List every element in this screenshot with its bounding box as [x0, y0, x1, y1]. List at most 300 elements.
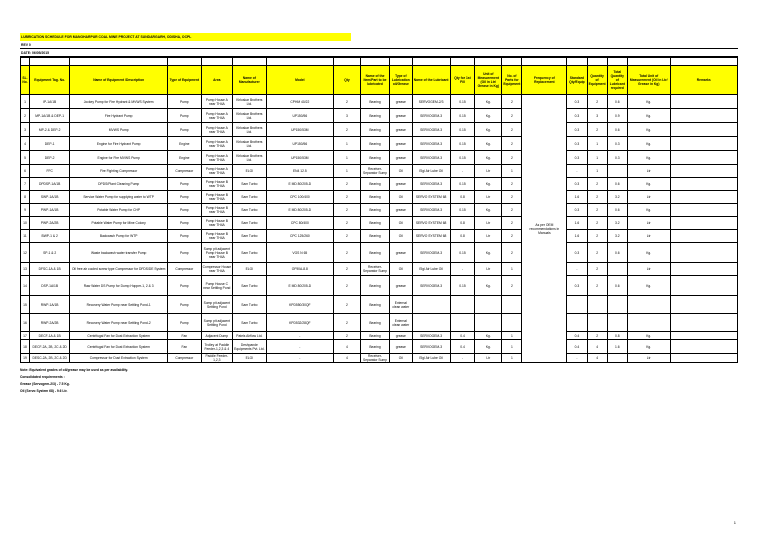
- remarks-cell: [670, 314, 737, 332]
- eq-qty-cell: 4: [587, 354, 607, 363]
- sl-cell: 19: [21, 354, 30, 363]
- table-row: [21, 263, 738, 276]
- lubricant-cell: SERVOGEM-3: [412, 123, 450, 137]
- manufacturer-cell: Sam Turbo: [233, 243, 267, 263]
- sl-cell: 11: [21, 230, 30, 243]
- sl-cell: 6: [21, 165, 30, 178]
- type-cell: Compressor: [167, 354, 201, 363]
- table-body: [21, 95, 738, 363]
- total-cell: 0.6: [607, 178, 627, 191]
- col-type: Type of Equipment: [167, 66, 201, 95]
- remarks-cell: [670, 204, 737, 217]
- total-uom-cell: Kg.: [627, 276, 670, 296]
- eq-qty-cell: 2: [587, 243, 607, 263]
- uom-cell: Kg.: [475, 276, 502, 296]
- std-qty-cell: [567, 296, 587, 314]
- sl-cell: 17: [21, 332, 30, 340]
- type-cell: Pump: [167, 204, 201, 217]
- sl-cell: 12: [21, 243, 30, 263]
- tag-cell: DEP-1: [29, 137, 69, 151]
- tag-cell: DESC-2A, 2B, 2C & 2D: [29, 354, 69, 363]
- first-fill-cell: -: [450, 263, 475, 276]
- total-cell: [607, 354, 627, 363]
- uom-cell: Kg.: [475, 137, 502, 151]
- std-qty-cell: 1.6: [567, 230, 587, 243]
- parts-cell: 1: [502, 354, 522, 363]
- item-cell: Bearing: [360, 123, 389, 137]
- col-model: Model: [266, 66, 333, 95]
- qty-cell: 2: [334, 314, 361, 332]
- total-cell: 0.6: [607, 123, 627, 137]
- total-uom-cell: Kg.: [627, 204, 670, 217]
- total-uom-cell: [627, 296, 670, 314]
- uom-cell: [475, 314, 502, 332]
- std-qty-cell: 0.3: [567, 109, 587, 123]
- description-cell: Centrifugal Fan for Dust Extraction System: [70, 332, 168, 340]
- item-cell: Bearing: [360, 296, 389, 314]
- total-cell: 3.2: [607, 217, 627, 230]
- tag-cell: DECF-1A & 1B: [29, 332, 69, 340]
- manufacturer-cell: Sam Turbo: [233, 314, 267, 332]
- model-cell: CPHM 40/22: [266, 95, 333, 109]
- table-row: [21, 296, 738, 314]
- std-qty-cell: 0.3: [567, 95, 587, 109]
- lub-type-cell: Oil: [390, 354, 412, 363]
- uom-cell: Ltr: [475, 230, 502, 243]
- lub-type-cell: grease: [390, 243, 412, 263]
- area-cell: Pump House A near TH4A: [201, 151, 232, 165]
- sl-cell: 16: [21, 314, 30, 332]
- table-row: [21, 109, 738, 123]
- tag-cell: PWP-2A/2B: [29, 217, 69, 230]
- total-cell: [607, 263, 627, 276]
- model-cell: E MD 80/205-D: [266, 276, 333, 296]
- table-row: [21, 230, 738, 243]
- sl-cell: 14: [21, 276, 30, 296]
- type-cell: Engine: [167, 137, 201, 151]
- lub-type-cell: Oil: [390, 165, 412, 178]
- std-qty-cell: 0.3: [567, 123, 587, 137]
- lub-type-cell: grease: [390, 123, 412, 137]
- remarks-cell: [670, 191, 737, 204]
- manufacturer-cell: Sam Turbo: [233, 296, 267, 314]
- total-uom-cell: Kg.: [627, 95, 670, 109]
- item-cell: Bearing: [360, 276, 389, 296]
- manufacturer-cell: Sam Turbo: [233, 204, 267, 217]
- lub-type-cell: grease: [390, 332, 412, 340]
- description-cell: Service Water Pump for supplying water to WTP: [70, 191, 168, 204]
- total-cell: 0.9: [607, 109, 627, 123]
- description-cell: Waste backwash water transfer Pump: [70, 243, 168, 263]
- eq-qty-cell: 2: [587, 332, 607, 340]
- parts-cell: 1: [502, 340, 522, 354]
- first-fill-cell: 0.4: [450, 332, 475, 340]
- uom-cell: Kg.: [475, 332, 502, 340]
- remarks-cell: [670, 263, 737, 276]
- std-qty-cell: 0.4: [567, 332, 587, 340]
- qty-cell: 1: [334, 165, 361, 178]
- manufacturer-cell: ELGI: [233, 263, 267, 276]
- col-eq-qty: Quantity of Equipment: [587, 66, 607, 95]
- model-cell: CPC 100/400: [266, 191, 333, 204]
- type-cell: Compressor: [167, 165, 201, 178]
- total-cell: [607, 296, 627, 314]
- date-label: DATE: 06/05/2015: [20, 49, 738, 57]
- description-cell: Backwash Pump for WTP: [70, 230, 168, 243]
- item-cell: Bearing: [360, 332, 389, 340]
- col-description: Name of Equipment /Description: [70, 66, 168, 95]
- remarks-cell: [670, 243, 737, 263]
- first-fill-cell: 0.8: [450, 230, 475, 243]
- note-line: Oil (Servo System 68) - 9.6 Ltr.: [20, 389, 68, 393]
- area-cell: Pump House C near Settling Pond: [201, 276, 232, 296]
- manufacturer-cell: ELGI: [233, 165, 267, 178]
- item-cell: Receiver-Separator Sump: [360, 263, 389, 276]
- eq-qty-cell: 1: [587, 151, 607, 165]
- description-cell: Engine for Fire Hydrant Pump: [70, 137, 168, 151]
- lubricant-cell: SERVOGEM-3: [412, 137, 450, 151]
- parts-cell: 2: [502, 109, 522, 123]
- item-cell: Receiver-Separator Sump: [360, 354, 389, 363]
- manufacturer-cell: ELGI: [233, 354, 267, 363]
- lub-type-cell: External clean water: [390, 296, 412, 314]
- qty-cell: 4: [334, 354, 361, 363]
- std-qty-cell: 0.3: [567, 243, 587, 263]
- qty-cell: 2: [334, 191, 361, 204]
- type-cell: Pump: [167, 191, 201, 204]
- first-fill-cell: 0.15: [450, 204, 475, 217]
- lubricant-cell: [412, 296, 450, 314]
- description-cell: Oil free air cooled screw type Compressor for DFDS/DE System: [70, 263, 168, 276]
- tag-cell: DFSC-1A & 1B: [29, 263, 69, 276]
- lub-type-cell: Oil: [390, 263, 412, 276]
- eq-qty-cell: 4: [587, 340, 607, 354]
- tag-cell: RWP-1A/1B: [29, 296, 69, 314]
- model-cell: KPD550/30QF: [266, 296, 333, 314]
- total-uom-cell: Ltr: [627, 230, 670, 243]
- lubricant-cell: SERVOGEM-3: [412, 109, 450, 123]
- type-cell: Compressor: [167, 263, 201, 276]
- area-cell: Sump pit adjacent Settling Pond: [201, 314, 232, 332]
- lubricant-cell: SERVO SYSTEM 68: [412, 217, 450, 230]
- description-cell: Potable Water Pump for Mine Colony: [70, 217, 168, 230]
- table-row: [21, 178, 738, 191]
- remarks-cell: [670, 332, 737, 340]
- qty-cell: 2: [334, 263, 361, 276]
- area-cell: Paddle Feeder-1,2,3: [201, 354, 232, 363]
- lubricant-cell: SERVO SYSTEM 68: [412, 230, 450, 243]
- type-cell: Fan: [167, 332, 201, 340]
- description-cell: Engine for Fire MVWS Pump: [70, 151, 168, 165]
- uom-cell: Kg.: [475, 151, 502, 165]
- parts-cell: 2: [502, 230, 522, 243]
- area-cell: Pump House A near TH4A: [201, 109, 232, 123]
- area-cell: Pump House B near TH4A: [201, 204, 232, 217]
- lubricant-cell: Elgi Air Lube Oil: [412, 165, 450, 178]
- first-fill-cell: [450, 296, 475, 314]
- eq-qty-cell: [587, 314, 607, 332]
- type-cell: Fan: [167, 340, 201, 354]
- lub-type-cell: grease: [390, 276, 412, 296]
- manufacturer-cell: Kirloskar Brothers Ltd.: [233, 109, 267, 123]
- first-fill-cell: 0.15: [450, 109, 475, 123]
- lub-type-cell: grease: [390, 137, 412, 151]
- parts-cell: [502, 296, 522, 314]
- qty-cell: 1: [334, 151, 361, 165]
- lub-type-cell: Oil: [390, 230, 412, 243]
- first-fill-cell: 0.8: [450, 191, 475, 204]
- model-cell: UP150/56: [266, 137, 333, 151]
- col-total: Total Quantity of Lubricant required: [607, 66, 627, 95]
- lubricant-cell: SERVOGEM-3: [412, 332, 450, 340]
- lubricant-cell: SERVOGEM-2/3: [412, 95, 450, 109]
- parts-cell: 2: [502, 95, 522, 109]
- type-cell: Pump: [167, 243, 201, 263]
- col-first-fill: Qty for 1st Fill: [450, 66, 475, 95]
- total-uom-cell: Ltr: [627, 263, 670, 276]
- col-sl: SL. No.: [21, 66, 30, 95]
- sl-cell: 9: [21, 204, 30, 217]
- type-cell: Pump: [167, 109, 201, 123]
- first-fill-cell: -: [450, 354, 475, 363]
- model-cell: UP150/53M: [266, 151, 333, 165]
- area-cell: Pump House B near TH4A: [201, 178, 232, 191]
- parts-cell: 1: [502, 263, 522, 276]
- qty-cell: 2: [334, 178, 361, 191]
- table-row: [21, 137, 738, 151]
- remarks-cell: [670, 95, 737, 109]
- area-cell: Adjacent Dump: [201, 332, 232, 340]
- parts-cell: 1: [502, 165, 522, 178]
- type-cell: Pump: [167, 314, 201, 332]
- col-std-qty: Standard Qty/Equip: [567, 66, 587, 95]
- table-row: [21, 217, 738, 230]
- type-cell: Pump: [167, 178, 201, 191]
- manufacturer-cell: Kirloskar Brothers Ltd.: [233, 123, 267, 137]
- total-cell: [607, 165, 627, 178]
- uom-cell: Kg.: [475, 109, 502, 123]
- total-cell: 0.3: [607, 151, 627, 165]
- lubricant-cell: SERVO SYSTEM 68: [412, 191, 450, 204]
- note-line: Note: Equivalent grades of oil/grease may be used as per availability.: [20, 368, 129, 372]
- lub-type-cell: grease: [390, 178, 412, 191]
- qty-cell: 2: [334, 230, 361, 243]
- model-cell: VGS N 65: [266, 243, 333, 263]
- remarks-cell: [670, 354, 737, 363]
- item-cell: Bearing: [360, 151, 389, 165]
- description-cell: Raw Water DS Pump for Dump Hopper-1, 2 & 3: [70, 276, 168, 296]
- area-cell: Pump House A near TH4A: [201, 165, 232, 178]
- tag-cell: DEP-2: [29, 151, 69, 165]
- eq-qty-cell: 2: [587, 276, 607, 296]
- lub-type-cell: grease: [390, 204, 412, 217]
- qty-cell: 1: [334, 137, 361, 151]
- col-total-uom: Total Unit of Measurement (Oil in Ltr/ Grease in Kg): [627, 66, 670, 95]
- remarks-cell: [670, 137, 737, 151]
- first-fill-cell: 0.15: [450, 123, 475, 137]
- description-cell: Recovery Water Pump near Settling Pond-2: [70, 314, 168, 332]
- total-cell: 0.6: [607, 276, 627, 296]
- total-cell: 0.8: [607, 332, 627, 340]
- std-qty-cell: -: [567, 354, 587, 363]
- lub-type-cell: grease: [390, 340, 412, 354]
- std-qty-cell: 0.3: [567, 178, 587, 191]
- parts-cell: 2: [502, 276, 522, 296]
- lubricant-cell: SERVOGEM-3: [412, 151, 450, 165]
- lubricant-cell: SERVOGEM-3: [412, 276, 450, 296]
- model-cell: KPD532/28QF: [266, 314, 333, 332]
- parts-cell: 2: [502, 123, 522, 137]
- table-row: [21, 165, 738, 178]
- qty-cell: 2: [334, 296, 361, 314]
- std-qty-cell: -: [567, 263, 587, 276]
- item-cell: Bearing: [360, 109, 389, 123]
- lubricant-cell: SERVOGEM-3: [412, 204, 450, 217]
- std-qty-cell: 1.6: [567, 217, 587, 230]
- total-uom-cell: Ltr: [627, 191, 670, 204]
- rev-row: [20, 41, 738, 49]
- std-qty-cell: 1.6: [567, 191, 587, 204]
- remarks-cell: [670, 276, 737, 296]
- column-header-row: [21, 66, 738, 95]
- spacer-row: [21, 58, 738, 66]
- table-row: [21, 276, 738, 296]
- parts-cell: 2: [502, 191, 522, 204]
- eq-qty-cell: 2: [587, 263, 607, 276]
- type-cell: Pump: [167, 123, 201, 137]
- sl-cell: 5: [21, 151, 30, 165]
- manufacturer-cell: Sam Turbo: [233, 276, 267, 296]
- eq-qty-cell: 2: [587, 191, 607, 204]
- parts-cell: 2: [502, 178, 522, 191]
- qty-cell: 2: [334, 204, 361, 217]
- table-row: [21, 332, 738, 340]
- tag-cell: SP-1 & 2: [29, 243, 69, 263]
- lubricant-cell: [412, 314, 450, 332]
- uom-cell: Ltr: [475, 217, 502, 230]
- description-cell: Potable Water Pump for CHP: [70, 204, 168, 217]
- sl-cell: 13: [21, 263, 30, 276]
- area-cell: Pump House B near TH4A: [201, 217, 232, 230]
- qty-cell: 2: [334, 243, 361, 263]
- type-cell: Pump: [167, 296, 201, 314]
- total-cell: 0.6: [607, 243, 627, 263]
- item-cell: Bearing: [360, 137, 389, 151]
- type-cell: Pump: [167, 230, 201, 243]
- lub-type-cell: External clean water: [390, 314, 412, 332]
- area-cell: Trolley at Paddle Feeder-1,2,3 & 4: [201, 340, 232, 354]
- table-row: [21, 151, 738, 165]
- tag-cell: DPDSP-1A/1B: [29, 178, 69, 191]
- model-cell: UP150/56: [266, 109, 333, 123]
- remarks-cell: [670, 165, 737, 178]
- remarks-cell: [670, 109, 737, 123]
- manufacturer-cell: Patels Airflow Ltd.: [233, 332, 267, 340]
- tag-cell: MP-2 & DEP-2: [29, 123, 69, 137]
- sl-cell: 2: [21, 109, 30, 123]
- tag-cell: IP-1A/1B: [29, 95, 69, 109]
- item-cell: Bearing: [360, 230, 389, 243]
- parts-cell: 2: [502, 217, 522, 230]
- description-cell: Compressor for Dust Extraction System: [70, 354, 168, 363]
- qty-cell: 2: [334, 332, 361, 340]
- qty-cell: 2: [334, 276, 361, 296]
- col-tag: Equipment Tag. No.: [29, 66, 69, 95]
- first-fill-cell: 0.8: [450, 217, 475, 230]
- table-row: [21, 314, 738, 332]
- lub-type-cell: Oil: [390, 191, 412, 204]
- lubrication-table: [20, 57, 738, 363]
- total-uom-cell: Ltr: [627, 354, 670, 363]
- total-uom-cell: Kg.: [627, 332, 670, 340]
- description-cell: Jockey Pump for Fire Hydrant & MVWS System: [70, 95, 168, 109]
- std-qty-cell: [567, 314, 587, 332]
- description-cell: MVWS Pump: [70, 123, 168, 137]
- type-cell: Pump: [167, 276, 201, 296]
- lub-type-cell: grease: [390, 151, 412, 165]
- tag-cell: BWP-1 & 2: [29, 230, 69, 243]
- manufacturer-cell: Sam Turbo: [233, 217, 267, 230]
- tag-cell: MP-1A/1B & DEP-1: [29, 109, 69, 123]
- model-cell: EN4 12.5: [266, 165, 333, 178]
- eq-qty-cell: 2: [587, 204, 607, 217]
- manufacturer-cell: Sam Turbo: [233, 178, 267, 191]
- manufacturer-cell: Kirloskar Brothers Ltd.: [233, 95, 267, 109]
- description-cell: Recovery Water Pump near Settling Pond-1: [70, 296, 168, 314]
- std-qty-cell: 0.4: [567, 340, 587, 354]
- eq-qty-cell: [587, 296, 607, 314]
- total-uom-cell: Kg.: [627, 123, 670, 137]
- item-cell: Bearing: [360, 217, 389, 230]
- description-cell: Fire Hydrant Pump: [70, 109, 168, 123]
- manufacturer-cell: Kirloskar Brothers Ltd.: [233, 151, 267, 165]
- item-cell: Bearing: [360, 204, 389, 217]
- lub-type-cell: grease: [390, 95, 412, 109]
- sl-cell: 3: [21, 123, 30, 137]
- eq-qty-cell: 3: [587, 109, 607, 123]
- uom-cell: Ltr: [475, 191, 502, 204]
- qty-cell: 2: [334, 95, 361, 109]
- eq-qty-cell: 2: [587, 178, 607, 191]
- total-uom-cell: Kg.: [627, 178, 670, 191]
- eq-qty-cell: 2: [587, 217, 607, 230]
- eq-qty-cell: 2: [587, 95, 607, 109]
- item-cell: Bearing: [360, 314, 389, 332]
- uom-cell: Kg.: [475, 178, 502, 191]
- description-cell: DPDS/Plant Cleaning Pump: [70, 178, 168, 191]
- remarks-cell: [670, 230, 737, 243]
- col-item: Name of the Item/Part to be lubricated: [360, 66, 389, 95]
- total-uom-cell: Ltr: [627, 165, 670, 178]
- total-cell: [607, 314, 627, 332]
- total-cell: 1.6: [607, 340, 627, 354]
- col-remarks: Remarks: [670, 66, 737, 95]
- first-fill-cell: -: [450, 165, 475, 178]
- total-cell: 0.6: [607, 204, 627, 217]
- sl-cell: 7: [21, 178, 30, 191]
- first-fill-cell: 0.15: [450, 243, 475, 263]
- remarks-cell: [670, 123, 737, 137]
- std-qty-cell: 0.3: [567, 204, 587, 217]
- manufacturer-cell: Kirloskar Brothers Ltd.: [233, 137, 267, 151]
- col-frequency: Frequency of Replacement: [522, 66, 567, 95]
- parts-cell: 2: [502, 243, 522, 263]
- total-uom-cell: Kg.: [627, 340, 670, 354]
- first-fill-cell: 0.15: [450, 178, 475, 191]
- col-manufacturer: Name of Manufacturer: [233, 66, 267, 95]
- type-cell: Engine: [167, 151, 201, 165]
- tag-cell: RWP-2A/2B: [29, 314, 69, 332]
